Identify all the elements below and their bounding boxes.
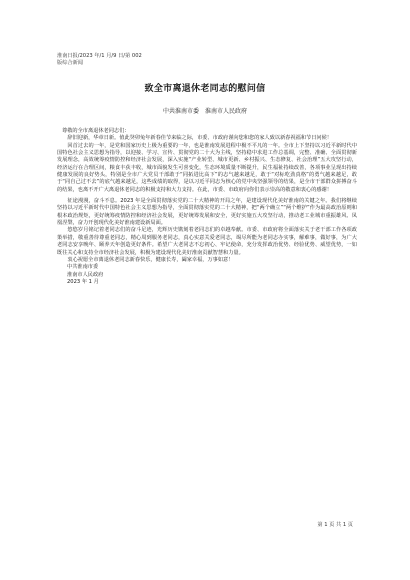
document-title: 致全市离退休老同志的慰问信 (144, 84, 266, 94)
signature-government: 淮南市人民政府 (67, 271, 104, 278)
signature-date: 2023 年 1 月 (67, 278, 99, 285)
paragraph-review: 回首过去的一年，是党和国家历史上极为重要的一年，也是淮南发展进程中极不平凡的一年。全市上下坚持以习近平新时代中国特色社会主义思想为指导，以迎接、学习、宣传、贯彻党的二十大为主线，坚持稳中求进工作总基调，完整、准确、全面贯彻新发展理念，高效统筹疫情防控和经济社会发展，深入实施“产业转型、城市更新、乡村振兴、生态修复、社会治理”五大攻坚行动，经济运行在合理区间，粮食丰获丰收，城市面貌发生可喜变化，生态环境质量不断提升，民生福祉持续改善，各项事业呈现出持续健康发展的良好势头，特别是全市广大党员干部敢于“同拓进比高下”的志气越来越足，敢于“对标吃劲真格”的勇气越来越足，敢于“同自己过不去”的底气越来越足，这些成绩的取得，是以习近平同志为核心的党中央坚强领导的结果，是全市干部群众拼搏奋斗的结果，也离不开广大离退休老同志的积极支持和大力支持。在此，市委、市政府向你们表示崇高的敬意和衷心的感谢！ (57, 142, 357, 193)
issuers-line: 中共淮南市委 淮南市人民政府 (162, 108, 247, 115)
source-line: 淮南日报/2023 年/1 月/9 日/第 002 (57, 53, 142, 59)
signature-block (57, 264, 357, 286)
salutation: 尊敬的全市离退休老同志们： (62, 128, 130, 134)
paragraph-outlook: 征途漫漫，奋斗不息。2023 年是全面贯彻落实党的二十大精神的开局之年，是建设现代化美好淮南的关键之年。我们将继续坚持以习近平新时代中国特色社会主义思想为指导，全面贯彻落实党的二十大精神，把“两个确立”“两个维护”作为最高政治原则和根本政治规矩，更好统筹疫情防控和经济社会发展，更好统筹发展和安全，更好实施五大攻坚行动，推动老工业城市重振雄风、凤凰涅槃，奋力开创现代化美好淮南建设新局面。 (57, 198, 357, 227)
paragraph-greeting: 辞旧迎新，华章日新。值此癸卯兔年新春佳节来临之际，市委、市政府谨向您和您的家人致以新春祝福和节日问候！ (67, 135, 332, 142)
paragraph-commitment: 悠悠岁月铭记着老同志们的奋斗足迹，光辉历史镌刻着老同志们的卓越奉献。市委、市政府将全面落实关于老干部工作各项政策举措，敬重善待尊重老同志，精心周到服务老同志，真心实意关爱老同志，竭尽所能为老同志办实事，解难事，做好事，为广大老同志安享晚年、颐养天年创造更好条件。希望广大老同志不忘初心、牢记使命，充分发挥政治优势、经验优势、威望优势，一如既往关心和支持全市经济社会发展，积极为建设现代化美好淮南贡献智慧和力量。 (57, 227, 357, 256)
signature-party-committee: 中共淮南市委 (67, 264, 99, 271)
letter-body (57, 128, 357, 286)
page-number: 第 1 页 共 1 页 (317, 522, 353, 528)
paragraph-wishes: 衷心祝愿全市离退休老同志新春快乐，健康长寿，阖家幸福，万事如意！ (67, 256, 234, 263)
source-section: 版综合新闻 (57, 60, 83, 66)
